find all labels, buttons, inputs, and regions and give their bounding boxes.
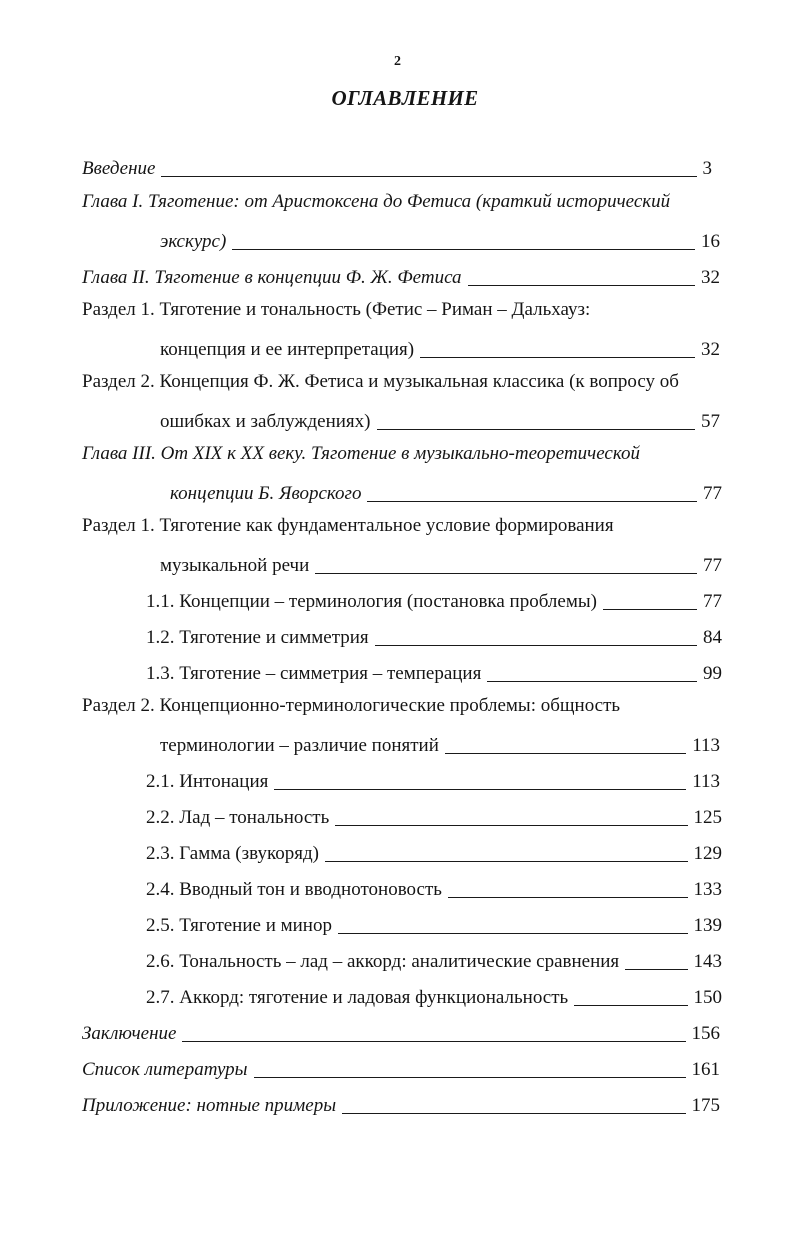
toc-entry-text: терминологии – различие понятий (160, 735, 439, 756)
toc-entry-text: 2.1. Интонация (146, 771, 269, 792)
toc-entry-text: Приложение: нотные примеры (82, 1095, 337, 1116)
toc-leader (367, 500, 697, 502)
toc-leader (254, 1076, 686, 1078)
toc-page-number: 84 (703, 627, 722, 648)
toc-leader (468, 284, 695, 286)
toc-entry-chapter1 (160, 227, 720, 253)
toc-page-number: 77 (703, 591, 722, 612)
toc-leader (338, 932, 688, 934)
toc-entry-chapter2-section2 (160, 407, 720, 433)
toc-page-number: 16 (701, 231, 720, 252)
toc-entry-chapter1-line1: Глава I. Тяготение: от Аристоксена до Фетиса (краткий исторический (82, 191, 671, 212)
toc-leader (342, 1112, 685, 1114)
toc-page-number: 150 (693, 987, 722, 1008)
toc-page-number: 113 (692, 735, 720, 756)
toc-page-number: 133 (693, 879, 722, 900)
toc-entry-subsection-2-2 (146, 803, 722, 829)
toc-leader (487, 680, 697, 682)
toc-entry-text: ошибках и заблуждениях) (160, 411, 371, 432)
toc-leader (232, 248, 695, 250)
toc-entry-intro (82, 154, 712, 180)
toc-entry-text: Список литературы (82, 1059, 248, 1080)
toc-entry-subsection-2-5 (146, 911, 722, 937)
toc-leader (625, 968, 687, 970)
toc-entry-text: концепции Б. Яворского (170, 483, 362, 504)
toc-leader (445, 752, 686, 754)
toc-entry-text: 2.5. Тяготение и минор (146, 915, 332, 936)
toc-leader (448, 896, 688, 898)
toc-entry-text: Глава II. Тяготение в концепции Ф. Ж. Фетиса (82, 267, 462, 288)
page-number: 2 (394, 54, 401, 69)
toc-entry-chapter3-section2 (160, 731, 720, 757)
toc-entry-text: 1.2. Тяготение и симметрия (146, 627, 369, 648)
toc-page-number: 57 (701, 411, 720, 432)
toc-leader (315, 572, 697, 574)
toc-leader (574, 1004, 687, 1006)
toc-entry-subsection-2-6 (146, 947, 722, 973)
toc-entry-chapter3-section1 (160, 551, 722, 577)
toc-leader (603, 608, 697, 610)
toc-entry-chapter3 (170, 479, 722, 505)
toc-entry-text: 2.4. Вводный тон и вводнотоновость (146, 879, 442, 900)
toc-entry-bibliography (82, 1055, 720, 1081)
toc-entry-subsection-2-1 (146, 767, 720, 793)
toc-entry-chapter3-line1: Глава III. От XIX к XX веку. Тяготение в музыкально-теоретической (82, 443, 641, 464)
toc-entry-text: 2.3. Гамма (звукоряд) (146, 843, 319, 864)
toc-entry-subsection-2-7 (146, 983, 722, 1009)
toc-page-number: 113 (692, 771, 720, 792)
toc-entry-text: 2.6. Тональность – лад – аккорд: аналитические сравнения (146, 951, 620, 972)
toc-page-number: 175 (691, 1095, 720, 1116)
toc-page-number: 139 (693, 915, 722, 936)
toc-leader (182, 1040, 685, 1042)
toc-page-number: 156 (691, 1023, 720, 1044)
toc-entry-chapter3-section2-line1: Раздел 2. Концепционно-терминологические проблемы: общность (82, 695, 621, 716)
toc-entry-chapter2-section1-line1: Раздел 1. Тяготение и тональность (Фетис – Риман – Дальхауз: (82, 299, 591, 320)
toc-leader (274, 788, 686, 790)
toc-entry-text: 2.7. Аккорд: тяготение и ладовая функциональность (146, 987, 569, 1008)
toc-entry-subsection-2-3 (146, 839, 722, 865)
toc-entry-chapter2 (82, 263, 720, 289)
toc-entry-text: концепция и ее интерпретация) (160, 339, 415, 360)
toc-entry-text: экскурс) (160, 231, 227, 252)
toc-page-number: 3 (702, 158, 712, 179)
toc-entry-subsection-2-4 (146, 875, 722, 901)
toc-entry-text: музыкальной речи (160, 555, 310, 576)
toc-page-number: 125 (693, 807, 722, 828)
toc-leader (161, 175, 696, 177)
toc-entry-subsection-1-2 (146, 623, 722, 649)
toc-entry-subsection-1-1 (146, 587, 722, 613)
toc-entry-conclusion (82, 1019, 720, 1045)
toc-entry-text: 2.2. Лад – тональность (146, 807, 330, 828)
toc-page-number: 161 (691, 1059, 720, 1080)
toc-leader (335, 824, 687, 826)
toc-entry-text: 1.3. Тяготение – симметрия – темперация (146, 663, 482, 684)
toc-page-number: 77 (703, 483, 722, 504)
toc-leader (420, 356, 695, 358)
toc-entry-chapter3-section1-line1: Раздел 1. Тяготение как фундаментальное условие формирования (82, 515, 614, 536)
toc-entry-text: Введение (82, 158, 156, 179)
toc-page-number: 129 (693, 843, 722, 864)
toc-page-number: 99 (703, 663, 722, 684)
toc-entry-chapter2-section1 (160, 335, 720, 361)
toc-page-number: 32 (701, 339, 720, 360)
toc-entry-text: 1.1. Концепции – терминология (постановка проблемы) (146, 591, 597, 612)
toc-entry-text: Заключение (82, 1023, 177, 1044)
toc-leader (375, 644, 697, 646)
toc-page-number: 143 (693, 951, 722, 972)
toc-entry-appendix (82, 1091, 720, 1117)
toc-entry-chapter2-section2-line1: Раздел 2. Концепция Ф. Ж. Фетиса и музыкальная классика (к вопросу об (82, 371, 679, 392)
toc-leader (377, 428, 695, 430)
page-title: ОГЛАВЛЕНИЕ (331, 86, 479, 110)
toc-page-number: 77 (703, 555, 722, 576)
toc-leader (325, 860, 688, 862)
toc-entry-subsection-1-3 (146, 659, 722, 685)
toc-page-number: 32 (701, 267, 720, 288)
